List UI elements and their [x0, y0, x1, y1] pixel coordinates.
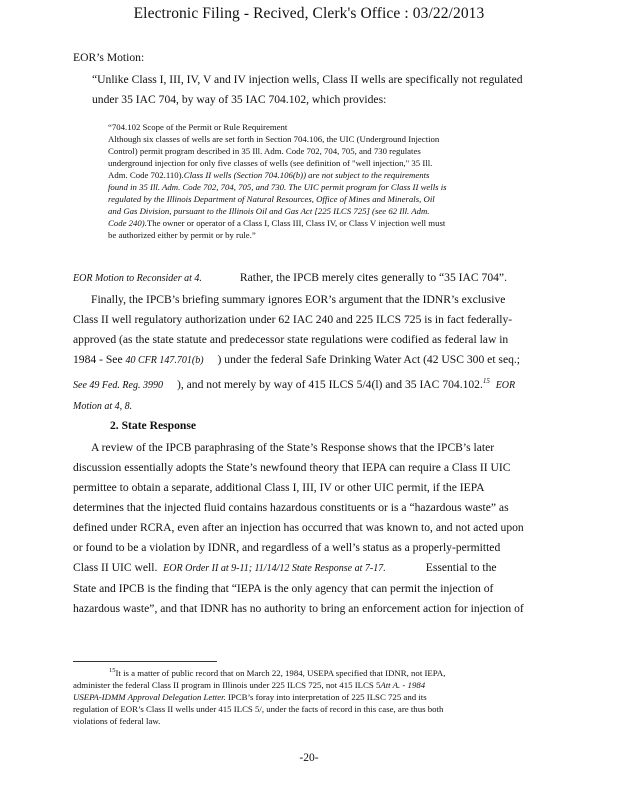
citation: USEPA-IDMM Approval Delegation Letter. — [73, 691, 226, 702]
citation: Att A. - 1984 — [380, 679, 426, 690]
page-number: -20- — [299, 752, 319, 764]
citation: EOR Order II at 9-11; 11/14/12 State Response at 7-17. — [163, 563, 386, 574]
block-quote — [108, 121, 532, 241]
footnote-number: 15 — [109, 667, 116, 674]
citation: See 49 Fed. Reg. 3990 — [73, 379, 163, 391]
block-quote-line: be authorized either by permit or by rule.” — [108, 230, 256, 240]
citation: EOR — [495, 379, 516, 391]
heading-state-response: 2. State Response — [110, 419, 196, 432]
citation: 40 CFR 147.701(b) — [125, 355, 204, 366]
block-quote-line: Although six classes of wells are set forth in Section 704.106, the UIC (Underground Injection — [108, 134, 440, 144]
footnote-15: $^{15}$It is a matter of public record that on March 22, 1984, USEPA specified that IDNR, not IEPA, administer the federal Class II program in Illinois under 225 ILCS 725, not 415 ILCS 5Att A. - 1984 USEPA-IDMM Approval Delegation Letter. IPCB’s foray into interpretation of 225 ILSC 725 and its regulation of EOR’s Class II wells under 415 ILCS 5/, under the facts of record in this case, are thus both violations of federal law. — [73, 667, 446, 726]
paragraph-3: A review of the IPCB paraphrasing of the State’s Response shows that the IPCB’s later discussion essentially adopts the State’s newfound theory that IEPA can require a Class II UIC permittee to obtain a separate, additional Class I, III, IV or other UIC permit, if the IEPA determines that the injected fluid contains hazardous constituents or is a “hazardous waste” as defined under RCRA, even after an injection has occurred that was known to, and not acted upon or found to be a violation by IDNR, and regardless of a well’s status as a properly-permitted Class II UIC well. EOR Order II at 9-11; 11/14/12 State Response at 7-17. Essential to the State and IPCB is the finding that “IEPA is the only agency that can permit the injection of hazardous waste”, and that IDNR has no authority to bring an enforcement action for injection of — [73, 441, 524, 615]
block-quote-line: underground injection for only five classes of wells (see definition of "well injection," 35 Ill. — [108, 158, 433, 168]
emphasis: Class II wells (Section 704.106(b)) are not subject to the requirements — [183, 170, 430, 180]
citation: EOR Motion to Reconsider at 4. — [73, 273, 202, 284]
block-quote-line: Adm. Code 702.110).Class II wells (Section 704.106(b)) are not subject to the requirements — [108, 170, 430, 180]
footnote-ref[interactable]: 15 — [482, 377, 490, 385]
block-quote-line: found in 35 Ill. Adm. Code 702, 704, 705, and 730. The UIC permit program for Class II wells is — [108, 182, 447, 192]
paragraph-2: Finally, the IPCB’s briefing summary ignores EOR’s argument that the IDNR’s exclusive Class II well regulatory authorization under 62 IAC 240 and 225 ILCS 725 is in fact federally- approved (as the state statute and predecessor state regulations were codified as federal law in 1984 - See 40 CFR 147.701(b) ) under the federal Safe Drinking Water Act (42 USC 300 et seq.; See 49 Fed. Reg. 3990 ), and not merely by way of 415 ILCS 5/4(l) and 35 IAC 704.102.15 EOR Motion at 4, 8. — [73, 293, 521, 412]
eor-motion-label — [73, 48, 545, 68]
quote-intro-line-1: “Unlike Class I, III, IV, V and IV injection wells, Class II wells are specifically not regulated — [92, 73, 523, 86]
block-quote-line: Control) permit program described in 35 Ill. Adm. Code 702, 704, 705, and 730 regulates — [108, 146, 421, 156]
footnote-divider — [73, 661, 217, 662]
block-quote-line: regulated by the Illinois Department of Natural Resources, Office of Mines and Minerals, Oil — [108, 194, 435, 204]
paragraph-1: EOR Motion to Reconsider at 4. Rather, the IPCB merely cites generally to “35 IAC 704”. — [73, 271, 507, 284]
block-quote-line: Code 240).The owner or operator of a Class I, Class III, Class IV, or Class V injection well must — [108, 218, 446, 228]
block-quote-title: “704.102 Scope of the Permit or Rule Requirement — [108, 122, 288, 132]
section-label: EOR’s Motion: — [73, 51, 145, 64]
quote-intro-line-2: under 35 IAC 704, by way of 35 IAC 704.102, which provides: — [92, 93, 387, 106]
block-quote-line: and Gas Division, pursuant to the Illinois Oil and Gas Act [225 ILCS 725] (see 62 Ill. Adm. — [108, 206, 430, 216]
section-heading — [73, 416, 545, 436]
citation: Motion at 4, 8. — [73, 400, 133, 412]
quote-intro — [73, 70, 545, 110]
filing-header: Electronic Filing - Recived, Clerk's Office : 03/22/2013 — [133, 5, 485, 22]
